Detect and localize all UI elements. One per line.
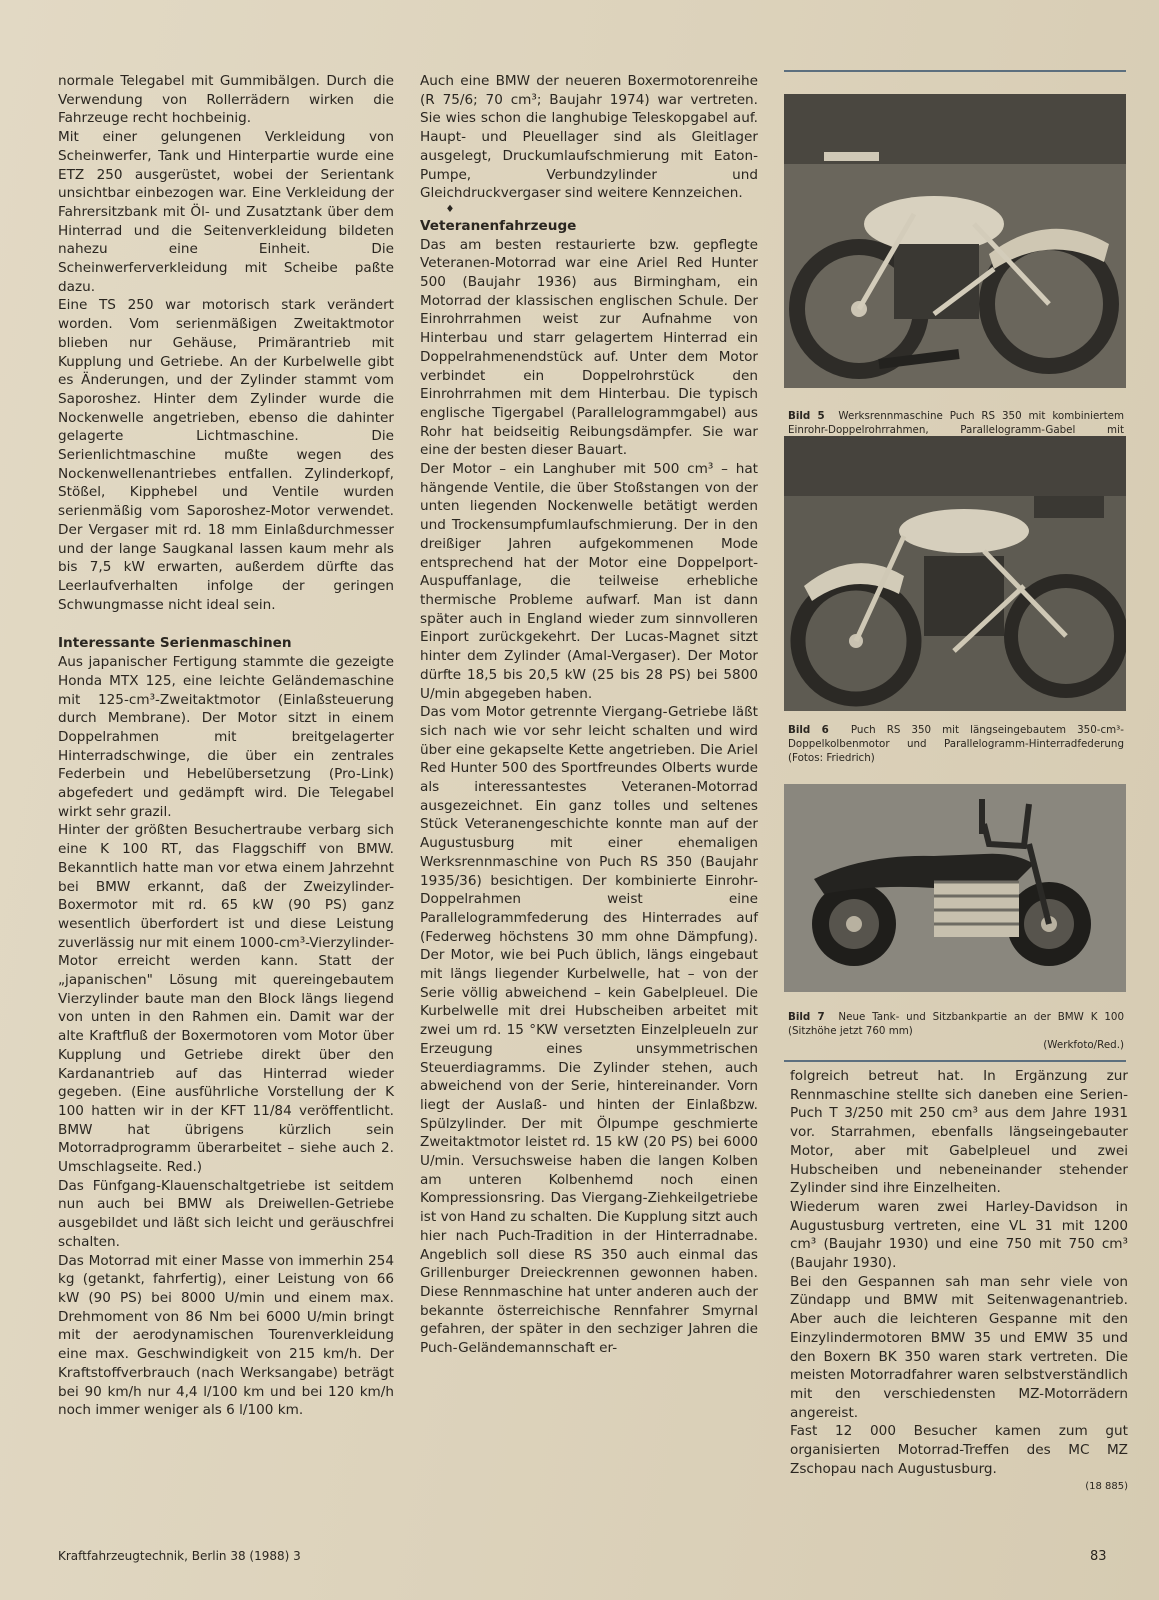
- text-column-2: [420, 72, 758, 1358]
- caption-text: Neue Tank- und Sitzbankpartie an der BMW K 100 (Sitzhöhe jetzt 760 mm): [788, 1011, 1125, 1037]
- separator-ornament: ♦: [445, 203, 455, 215]
- figure-caption-bild-6: [788, 724, 1124, 765]
- figure-caption-bild-7: [788, 1011, 1124, 1052]
- photo-bild-7: [784, 784, 1126, 992]
- paragraph: Das vom Motor getrennte Viergang-Getriebe läßt sich nach wie vor sehr leicht schalten und wird über eine gekapselte Kette angetrieben. Die Ariel Red Hunter 500 des Sportfreundes Olberts wurde als interessantestes Veteranen-Motorrad ausgezeichnet. Ein ganz tolles und seltenes Stück Veteranengeschichte konnte man auf der Augustusburg mit einer ehemaligen Werksrennmaschine von Puch RS 350 (Baujahr 1935/36) besichtigen. Der kombinierte Einrohr-Doppelrahmen weist eine Parallelogrammfederung des Hinterrades auf (Federweg höchstens 30 mm ohne Dämpfung). Der Motor, wie bei Puch üblich, längs eingebaut mit längs liegender Kurbelwelle, hat – von der Serie völlig abweichend – kein Gabelpleuel. Die Kurbelwelle mit drei Hubscheiben arbeitet mit zwei um rd. 15 °KW versetzten Einzelpleueln zur Erzeugung eines unsymmetrischen Steuerdiagramms. Die Zylinder stehen, auch abweichend von der Serie, hintereinander. Vorn liegt der Auslaß- und hinten der Einlaßbzw. Spülzylinder. Der mit Ölpumpe geschmierte Zweitaktmotor leistet rd. 15 kW (20 PS) bei 6000 U/min. Versuchsweise haben die langen Kolben am unteren Kolbenhemd noch einen Kompressionsring. Das Viergang-Ziehkeilgetriebe ist von Hand zu schalten. Die Kupplung sitzt auch hier nach Puch-Tradition in der Hinterradnabe. Angeblich soll diese RS 350 auch einmal das Grillenburger Dreieckrennen gewonnen haben. Diese Rennmaschine hat unter anderen auch der bekannte österreichische Rennfahrer Smyrnal gefahren, der später in den sechziger Jahren die Puch-Geländemannschaft er-: [420, 704, 758, 1357]
- paragraph: folgreich betreut hat. In Ergänzung zur Rennmaschine stellte sich daneben eine Serien-Puch T 3/250 mit 250 cm³ aus dem Jahre 1931 vor. Starrahmen, ebenfalls längseingebauter Motor, aber mit Gabelpleuel und zwei Hubscheiben und nebeneinander stehender Zylinder sind ihre Einzelheiten.: [790, 1068, 1128, 1197]
- photo-bild-6: [784, 436, 1126, 711]
- page-number: 83: [1090, 1549, 1107, 1564]
- journal-footer: Kraftfahrzeugtechnik, Berlin 38 (1988) 3: [58, 1549, 301, 1563]
- section-heading: Interessante Serienmaschinen: [58, 635, 292, 652]
- paragraph: Das Motorrad mit einer Masse von immerhin 254 kg (getankt, fahrfertig), einer Leistung von 66 kW (90 PS) bei 8000 U/min und einem max. Drehmoment von 86 Nm bei 6000 U/min bringt mit der aerodynamischen Tourenverkleidung eine max. Geschwindigkeit von 215 km/h. Der Kraftstoffverbrauch (nach Werksangabe) beträgt bei 90 km/h nur 4,4 l/100 km und bei 120 km/h noch immer weniger als 6 l/100 km.: [58, 1252, 394, 1419]
- motorcycle-photo-icon: [784, 94, 1126, 388]
- photo-bild-5: [784, 94, 1126, 388]
- paragraph: Auch eine BMW der neueren Boxermotorenreihe (R 75/6; 70 cm³; Baujahr 1974) war vertreten. Sie wies schon die langhubige Teleskopgabel auf. Haupt- und Pleuellager sind als Gleitlager ausgelegt, Druckumlaufschmierung mit Eaton-Pumpe, Verbundzylinder und Gleichdruckvergaser sind weitere Kennzeichen.: [420, 73, 758, 202]
- paragraph: Bei den Gespannen sah man sehr viele von Zündapp und BMW mit Seitenwagenantrieb. Aber auch die leichteren Gespanne mit den Einzylindermotoren BMW 35 und EMW 35 und den Boxern BK 350 waren stark vertreten. Die meisten Motorradfahrer waren selbstverständlich mit den verschiedensten MZ-Motorrädern angereist.: [790, 1273, 1128, 1421]
- caption-text: Werksrennmaschine Puch RS 350 mit kombiniertem Einrohr-Doppelrohrrahmen, Parallelogramm-Gabel mit: [788, 410, 1124, 436]
- motorcycle-photo-icon: [784, 784, 1126, 992]
- section-heading: Veteranenfahrzeuge: [420, 217, 577, 234]
- motorcycle-photo-icon: [784, 436, 1126, 711]
- photo-credit: (Werkfoto/Red.): [1043, 1038, 1124, 1051]
- paragraph: Fast 12 000 Besucher kamen zum gut organisierten Motorrad-Treffen des MC MZ Zschopau nach Augustusburg.: [790, 1423, 1128, 1477]
- paragraph: normale Telegabel mit Gummibälgen. Durch die Verwendung von Rollerrädern wirken die Fahrzeuge recht hochbeinig.: [58, 73, 394, 127]
- paragraph: Der Motor – ein Langhuber mit 500 cm³ – hat hängende Ventile, die über Stoßstangen von der unten liegenden Nockenwelle betätigt werden und Trockensumpfumlaufschmierung. Der in den dreißiger Jahren aufgekommenen Mode entsprechend hat der Motor eine Doppelport-Auspuffanlage, die teilweise erhebliche thermische Probleme aufwarf. Man ist dann später auch in England wieder zum sinnvolleren Einport zurückgekehrt. Der Lucas-Magnet sitzt hinter dem Zylinder (Amal-Vergaser). Der Motor dürfte 18,5 bis 20,5 kW (25 bis 28 PS) bei 5800 U/min abgegeben haben.: [420, 461, 758, 702]
- spacer: [58, 614, 394, 634]
- paragraph: Wiederum waren zwei Harley-Davidson in Augustusburg vertreten, eine VL 31 mit 1200 cm³ (Baujahr 1930) und eine 750 mit 750 cm³ (Baujahr 1930).: [790, 1198, 1128, 1272]
- figure-label: Bild 6: [788, 724, 829, 736]
- article-reference: (18 885): [1085, 1481, 1128, 1493]
- column-rule: [784, 70, 1126, 72]
- figure-label: Bild 7: [788, 1011, 825, 1023]
- paragraph: Das am besten restaurierte bzw. gepflegte Veteranen-Motorrad war eine Ariel Red Hunter 500 (Baujahr 1936) aus Birmingham, ein Motorrad der klassischen englischen Schule. Der Einrohrrahmen weist zur Aufnahme von Hinterbau und starr gelagertem Hinterrad ein Doppelrahmenendstück auf. Unter dem Motor verbindet ein Doppelrohrstück den Einrohrrahmen mit dem Hinterbau. Die typisch englische Tigergabel (Parallelogrammgabel) aus Rohr hat beidseitig Reibungsdämpfer. Sie war eine der besten dieser Bauart.: [420, 236, 758, 459]
- paragraph: Das Fünfgang-Klauenschaltgetriebe ist seitdem nun auch bei BMW als Dreiwellen-Getriebe ausgebildet und läßt sich leicht und geräuschfrei schalten.: [58, 1177, 394, 1250]
- figure-label: Bild 5: [788, 410, 825, 422]
- text-column-1: [58, 72, 394, 1420]
- caption-text: Puch RS 350 mit längseingebautem 350-cm³-Doppelkolbenmotor und Parallelogramm-Hinterradfederung (Fotos: Friedrich): [788, 724, 1125, 764]
- paragraph: Hinter der größten Besuchertraube verbarg sich eine K 100 RT, das Flaggschiff von BMW. Bekanntlich hatte man vor etwa einem Jahrzehnt bei BMW erkannt, daß der Zweizylinder-Boxermotor mit rd. 65 kW (90 PS) ganz wesentlich überfordert ist und diese Leistung zuverlässig nur mit einem 1000-cm³-Vierzylinder-Motor erreicht werden kann. Statt der „japanischen" Lösung mit quereingebautem Vierzylinder baute man den Block längs liegend von unten in den Rahmen ein. Damit war der alte Kraftfluß der Boxermotoren vom Motor über Kupplung und Getriebe direkt über den Kardanantrieb auf das Hinterrad wieder gegeben. (Eine ausführliche Vorstellung der K 100 hatten wir in der KFT 11/84 veröffentlicht. BMW hat übrigens kürzlich sein Motorradprogramm überarbeitet – siehe auch 2. Umschlagseite. Red.): [58, 822, 394, 1176]
- paragraph: Eine TS 250 war motorisch stark verändert worden. Vom serienmäßigen Zweitaktmotor blieben nur Gehäuse, Primärantrieb mit Kupplung und Getriebe. An der Kurbelwelle gibt es Änderungen, und der Zylinder stammt vom Saporoshez. Hinter dem Zylinder wurde die Nockenwelle angetrieben, ebenso die dahinter gelagerte Lichtmaschine. Die Serienlichtmaschine mußte wegen des Nockenwellenantriebes entfallen. Zylinderkopf, Stößel, Kipphebel und Ventile wurden serienmäßig vom Saporoshez-Motor verwendet. Der Vergaser mit rd. 18 mm Einlaßdurchmesser und der lange Saugkanal lassen kaum mehr als bis 7,5 kW erwarten, außerdem dürfte das Leerlaufverhalten infolge der geringen Schwungmasse nicht ideal sein.: [58, 297, 394, 613]
- column-rule: [784, 1060, 1126, 1062]
- paragraph: Mit einer gelungenen Verkleidung von Scheinwerfer, Tank und Hinterpartie wurde eine ETZ 250 ausgerüstet, wobei der Serientank unsichtbar einbezogen war. Eine Verkleidung der Fahrersitzbank mit Öl- und Zusatztank über dem Hinterrad und die Seitenverkleidung bildeten nahezu eine Einheit. Die Scheinwerferverkleidung mit Scheibe paßte dazu.: [58, 129, 394, 295]
- text-column-3: [790, 1067, 1128, 1497]
- paragraph: Aus japanischer Fertigung stammte die gezeigte Honda MTX 125, eine leichte Geländemaschine mit 125-cm³-Zweitaktmotor (Einlaßsteuerung durch Membrane). Der Motor sitzt in einem Doppelrahmen mit breitgelagerter Hinterradschwinge, die über ein zentrales Federbein und Hebelübersetzung (Pro-Link) abgefedert und gedämpft wird. Die Telegabel wirkt sehr grazil.: [58, 654, 394, 820]
